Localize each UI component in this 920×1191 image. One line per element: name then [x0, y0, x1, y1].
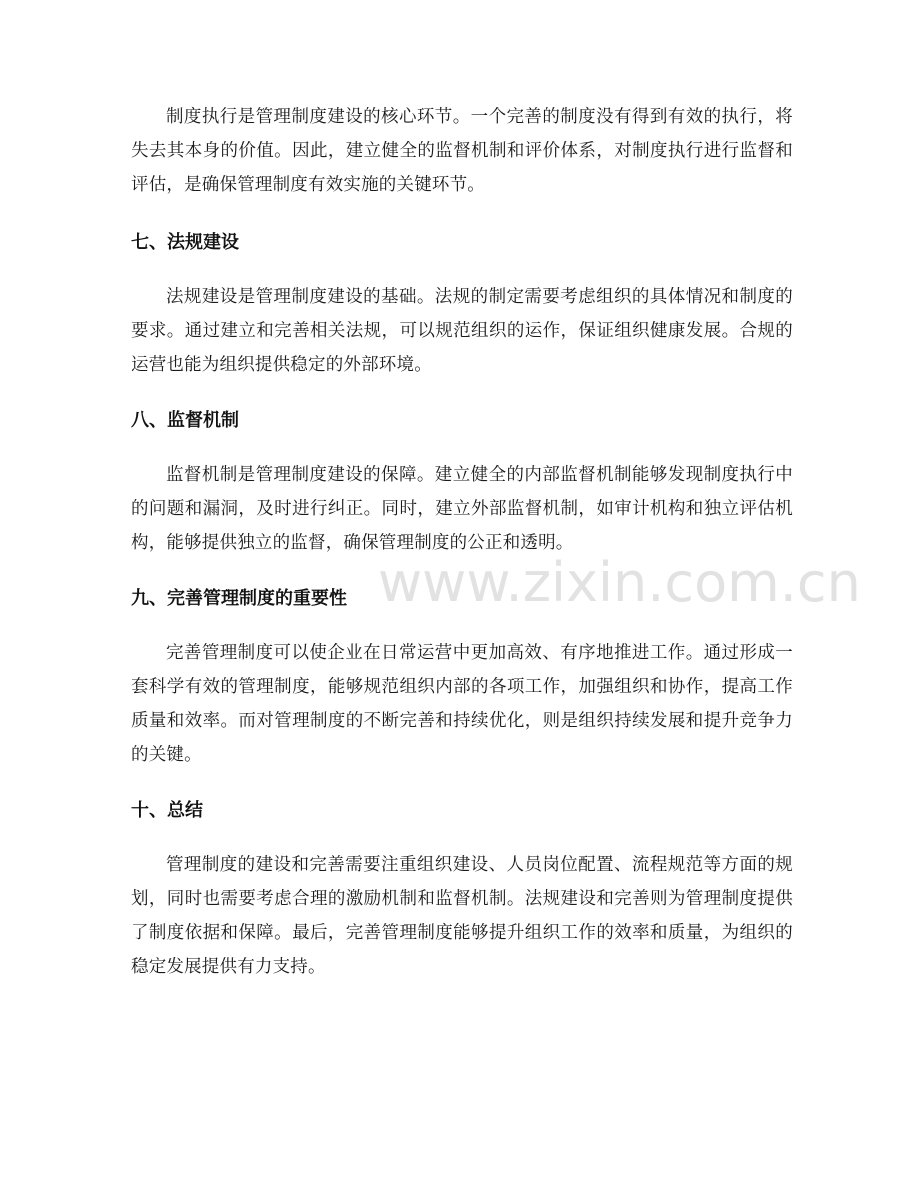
- section-heading-8: 八、监督机制: [131, 410, 239, 431]
- section-heading-9: 九、完善管理制度的重要性: [131, 588, 347, 609]
- watermark: www.zixin.com.cn: [378, 551, 861, 614]
- section-body-9: 完善管理制度可以使企业在日常运营中更加高效、有序地推进工作。通过形成一套科学有效的管理制度，能够规范组织内部的各项工作，加强组织和协作，提高工作质量和效率。而对管理制度的不断完善和持续优化，则是组织持续发展和提升竞争力的关键。: [131, 643, 793, 765]
- paragraph-intro: 制度执行是管理制度建设的核心环节。一个完善的制度没有得到有效的执行，将失去其本身的价值。因此，建立健全的监督机制和评价体系，对制度执行进行监督和评估，是确保管理制度有效实施的关键环节。: [131, 107, 793, 195]
- document-body: [131, 100, 861, 984]
- section-body-7: 法规建设是管理制度建设的基础。法规的制定需要考虑组织的具体情况和制度的要求。通过建立和完善相关法规，可以规范组织的运作，保证组织健康发展。合规的运营也能为组织提供稳定的外部环境。: [131, 287, 793, 375]
- section-heading-10: 十、总结: [131, 800, 203, 821]
- section-heading-7: 七、法规建设: [131, 232, 239, 253]
- section-body-8: 监督机制是管理制度建设的保障。建立健全的内部监督机制能够发现制度执行中的问题和漏洞，及时进行纠正。同时，建立外部监督机制，如审计机构和独立评估机构，能够提供独立的监督，确保管理制度的公正和透明。: [131, 465, 793, 553]
- section-body-10: 管理制度的建设和完善需要注重组织建设、人员岗位配置、流程规范等方面的规划，同时也需要考虑合理的激励机制和监督机制。法规建设和完善则为管理制度提供了制度依据和保障。最后，完善管理制度能够提升组织工作的效率和质量，为组织的稳定发展提供有力支持。: [131, 855, 793, 977]
